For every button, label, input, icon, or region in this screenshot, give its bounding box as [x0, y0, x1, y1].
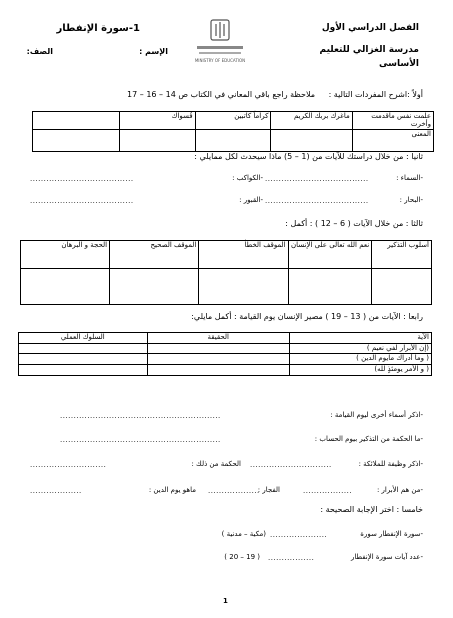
- q2-item: -الكواكب :: [232, 174, 263, 182]
- q3-header: أسلوب التذكير: [372, 241, 432, 269]
- answer-line[interactable]: ...........................................................: [60, 412, 221, 420]
- q4-instruction: رابعا : الآيات من ( 13 – 19 ) مصير الإنسان يوم القيامة : أكمل مايلي:: [191, 312, 423, 321]
- answer-line[interactable]: ...........................................................: [60, 436, 221, 444]
- page-number: 1: [223, 597, 228, 605]
- q3-answer-cell[interactable]: [199, 269, 288, 305]
- semester-label: الفصل الدراسي الأول: [321, 23, 419, 33]
- meaning-cell[interactable]: [119, 130, 195, 152]
- ministry-logo: [185, 14, 255, 72]
- vocab-word-extra: [33, 112, 120, 130]
- q3-instruction: ثالثا : من خلال الآيات ( 6 – 12 ) : أكمل :: [285, 219, 423, 228]
- q3-header: الحجة و البرهان: [21, 241, 110, 269]
- q3-header: الموقف الخطأ: [199, 241, 288, 269]
- answer-line[interactable]: ......................................: [265, 197, 369, 205]
- question-yawm: ماهو يوم الدين :: [148, 486, 196, 494]
- question-wisdom2: الحكمة من ذلك :: [191, 460, 241, 468]
- q4-answer-cell[interactable]: [147, 354, 289, 365]
- q4-answer-cell[interactable]: [19, 343, 148, 354]
- answer-line[interactable]: ............................: [30, 461, 107, 469]
- q4-verse: (إن الأبرار لفي نعيم ): [289, 343, 431, 354]
- q3-table: [20, 240, 432, 305]
- mc1-label: -سورة الإنفطار سورة: [360, 530, 423, 538]
- answer-line[interactable]: ......................................: [30, 175, 134, 183]
- question-angels: -اذكر وظيفة للملائكة :: [358, 460, 423, 468]
- question-abrar: -من هم الأبرار :: [376, 486, 423, 494]
- q1-instruction: أولاً :اشرح المفردات التالية :: [328, 90, 423, 99]
- vocab-word: فُسواك: [119, 112, 195, 130]
- meaning-label: المعنى: [411, 130, 431, 139]
- q4-table: [18, 332, 432, 376]
- vocab-word: ماغرك بربك الكريم: [271, 112, 352, 130]
- meaning-label-cell: [352, 130, 433, 152]
- q4-header: الحقيقة: [147, 333, 289, 344]
- q4-answer-cell[interactable]: [147, 343, 289, 354]
- meaning-cell[interactable]: [271, 130, 352, 152]
- name-label: الإسم :: [139, 47, 168, 56]
- answer-line[interactable]: ..................: [303, 487, 353, 495]
- vocab-word: علمت نفس ماقدمت وأخرت: [352, 112, 433, 130]
- question-names: -اذكر أسماء أخرى ليوم القيامة :: [330, 411, 423, 419]
- answer-line[interactable]: ...................: [30, 487, 82, 495]
- vocab-word: كراماً كاتبين: [195, 112, 271, 130]
- answer-line[interactable]: ...................: [208, 487, 260, 495]
- meaning-cell[interactable]: [33, 130, 120, 152]
- question-wisdom: -ما الحكمة من التذكير بيوم الحساب :: [314, 435, 423, 443]
- q3-answer-cell[interactable]: [21, 269, 110, 305]
- q4-answer-cell[interactable]: [19, 365, 148, 376]
- class-label: الصف:: [26, 47, 53, 56]
- q3-answer-cell[interactable]: [110, 269, 199, 305]
- answer-line[interactable]: .................: [268, 554, 315, 562]
- answer-line[interactable]: ......................................: [30, 197, 134, 205]
- school-name-cont: الأساسى: [379, 59, 419, 69]
- q3-header: الموقف الصحيح: [110, 241, 199, 269]
- question-fujjar: الفجار :: [257, 486, 280, 494]
- q5-instruction: خامسا : اختر الإجابة الصحيحة :: [320, 505, 423, 514]
- q2-item: -السماء :: [396, 174, 423, 182]
- meaning-cell[interactable]: [195, 130, 271, 152]
- school-name: مدرسة الغزالي للتعليم: [319, 45, 419, 55]
- q4-verse: ( و الأمر يومئذٍ لله): [289, 365, 431, 376]
- q3-answer-cell[interactable]: [372, 269, 432, 305]
- q3-header: نعم الله تعالى على الإنسان: [288, 241, 372, 269]
- q2-item: -البحار :: [399, 196, 423, 204]
- mc2-label: -عدد آيات سورة الإنفطار: [351, 553, 423, 561]
- mc1-options: (مكية – مدنية ): [221, 530, 266, 538]
- q4-header: الآية: [289, 333, 431, 344]
- lesson-title: 1-سورة الإنفطار: [56, 23, 140, 34]
- q4-header: السلوك العملي: [19, 333, 148, 344]
- q4-answer-cell[interactable]: [19, 354, 148, 365]
- answer-line[interactable]: ......................................: [265, 175, 369, 183]
- q2-item: -القبور :: [239, 196, 263, 204]
- mc2-options: ( 19 – 20 ): [224, 553, 260, 561]
- q2-instruction: ثانيا : من خلال دراستك للآيات من (1 – 5) ماذا سيحدث لكل ممايلي :: [194, 152, 423, 161]
- q4-verse: ( وما أدراك مايوم الدين ): [289, 354, 431, 365]
- q1-vocab-table: [32, 111, 434, 152]
- q4-answer-cell[interactable]: [147, 365, 289, 376]
- ministry-logo-text: MINISTRY OF EDUCATION: [194, 58, 246, 63]
- q3-answer-cell[interactable]: [288, 269, 372, 305]
- q1-note: ملاحظة راجع باقي المعاني في الكتاب ص 14 – 16 – 17: [127, 90, 315, 99]
- answer-line[interactable]: .....................: [270, 531, 328, 539]
- answer-line[interactable]: ..............................: [250, 461, 332, 469]
